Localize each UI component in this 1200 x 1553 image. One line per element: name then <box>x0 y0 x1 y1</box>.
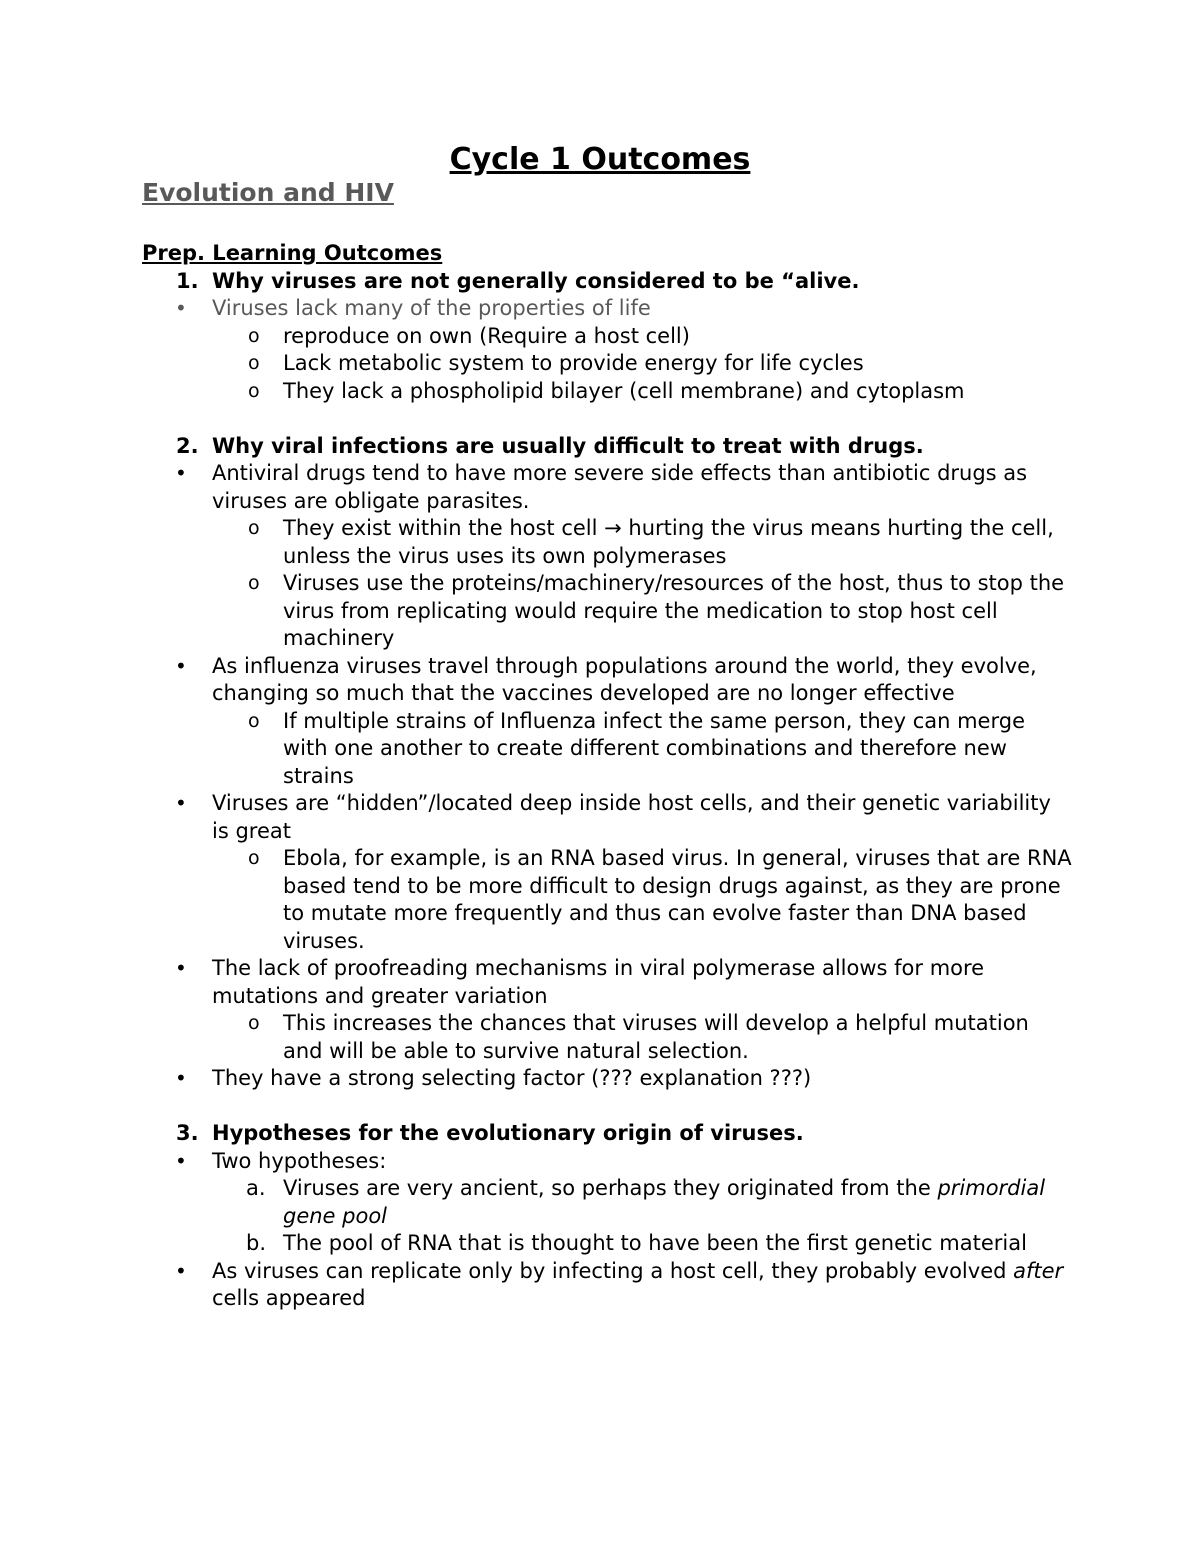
sub-list-item-text: This increases the chances that viruses will develop a helpful mutation and will be able to survive natural selection. <box>283 1011 1029 1063</box>
sub-bullet-icon: o <box>248 709 260 732</box>
sub-list-item-text: Lack metabolic system to provide energy for life cycles <box>283 351 864 375</box>
sub-list-item-text: If multiple strains of Influenza infect the same person, they can merge with one another to create different combinations and therefore new strains <box>283 708 1025 788</box>
sub-list-item-text: The pool of RNA that is thought to have been the first genetic material <box>283 1231 1027 1255</box>
bullet-icon: • <box>175 653 187 678</box>
document-body <box>142 240 1072 1313</box>
bullet-icon: • <box>175 1148 187 1173</box>
sub-list-item-text: Ebola, for example, is an RNA based virus. In general, viruses that are RNA based tend to be more difficult to design drugs against, as they are prone to mutate more frequently and thus can evolve faster than DNA based viruses. <box>283 846 1072 953</box>
sub-bullet-icon: o <box>248 572 260 594</box>
sub-bullet-icon: o <box>248 324 260 347</box>
sub-bullet-icon: o <box>248 1012 260 1034</box>
bullet-icon: • <box>175 1258 187 1283</box>
sub-list-item <box>142 1010 1072 1065</box>
list-item-text: Antiviral drugs tend to have more severe side effects than antibiotic drugs as viruses are obligate parasites. <box>212 461 1028 513</box>
list-item-text: Viruses are “hidden”/located deep inside host cells, and their genetic variability is great <box>212 791 1051 843</box>
list-item-text: As influenza viruses travel through populations around the world, they evolve, changing so much that the vaccines developed are no longer effective <box>212 653 1037 705</box>
sub-list-item <box>142 1175 1072 1230</box>
question-number: 2. <box>176 433 199 458</box>
question-1 <box>142 268 1072 296</box>
question-number: 1. <box>176 268 199 293</box>
sub-list-item <box>142 845 1072 955</box>
sub-bullet-icon: o <box>248 517 260 539</box>
sub-list-item <box>142 378 1072 406</box>
list-item <box>142 653 1072 708</box>
page-title: Cycle 1 Outcomes <box>449 142 751 177</box>
sub-bullet-icon: o <box>248 847 260 869</box>
question-2 <box>142 433 1072 461</box>
sub-list-item <box>142 1230 1072 1258</box>
list-item <box>142 955 1072 1010</box>
question-text: Why viruses are not generally considered to be “alive. <box>212 268 860 293</box>
list-item-text: They have a strong selecting factor (??? explanation ???) <box>212 1066 812 1090</box>
sub-list-item <box>142 570 1072 653</box>
list-item-text: Viruses lack many of the properties of life <box>212 296 651 320</box>
sub-bullet-icon: o <box>248 379 260 402</box>
list-item <box>142 1148 1072 1176</box>
sub-list-item <box>142 708 1072 791</box>
list-item-text: As viruses can replicate only by infecting a host cell, they probably evolved <box>212 1258 1007 1283</box>
alpha-marker: b. <box>246 1231 267 1255</box>
sub-list-item <box>142 323 1072 351</box>
list-item-text: Two hypotheses: <box>212 1148 387 1173</box>
italic-text: primordial gene pool <box>283 1176 1046 1228</box>
question-3 <box>142 1120 1072 1148</box>
question-text: Why viral infections are usually difficult to treat with drugs. <box>212 433 924 458</box>
bullet-icon: • <box>175 1066 187 1090</box>
list-item <box>142 790 1072 845</box>
list-item <box>142 295 1072 323</box>
list-item-text-end: cells appeared <box>212 1286 366 1310</box>
sub-list-item-text: They lack a phospholipid bilayer (cell membrane) and cytoplasm <box>283 378 965 403</box>
bullet-icon: • <box>175 461 187 485</box>
italic-text: after <box>1013 1258 1064 1283</box>
sub-list-item-text: Viruses use the proteins/machinery/resources of the host, thus to stop the virus from replicating would require the medication to stop host cell machinery <box>283 571 1065 650</box>
list-item-text: The lack of proofreading mechanisms in viral polymerase allows for more mutations and greater variation <box>212 956 985 1008</box>
bullet-icon: • <box>175 956 187 980</box>
list-item <box>142 1258 1072 1313</box>
sub-list-item-text: reproduce on own (Require a host cell) <box>283 323 690 348</box>
bullet-icon: • <box>175 296 187 320</box>
section-label: Prep. Learning Outcomes <box>142 241 443 265</box>
bullet-icon: • <box>175 791 187 815</box>
alpha-marker: a. <box>246 1176 266 1200</box>
sub-list-item-text: They exist within the host cell → hurting the virus means hurting the cell, unless the virus uses its own polymerases <box>283 516 1054 568</box>
list-item <box>142 460 1072 515</box>
sub-list-item <box>142 350 1072 378</box>
sub-list-item-text: Viruses are very ancient, so perhaps they originated from the <box>283 1176 931 1200</box>
list-item <box>142 1065 1072 1093</box>
question-text: Hypotheses for the evolutionary origin of viruses. <box>212 1121 804 1145</box>
page-subtitle: Evolution and HIV <box>142 178 394 207</box>
question-number: 3. <box>176 1121 199 1145</box>
sub-list-item <box>142 515 1072 570</box>
sub-bullet-icon: o <box>248 352 260 374</box>
